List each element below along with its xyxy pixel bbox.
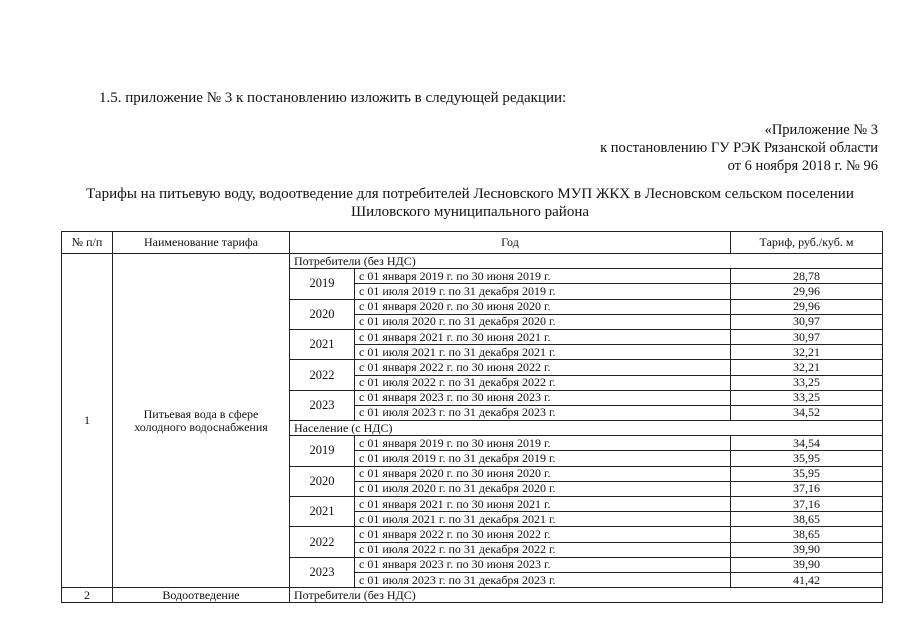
tariff-value-cell: 34,52 xyxy=(731,405,883,420)
period-cell: с 01 января 2022 г. по 30 июня 2022 г. xyxy=(355,527,731,542)
row-number: 2 xyxy=(62,588,113,603)
tariff-value-cell: 35,95 xyxy=(731,451,883,466)
tariff-value-cell: 29,96 xyxy=(731,284,883,299)
consumer-group-label: Население (с НДС) xyxy=(290,421,883,436)
period-cell: с 01 января 2020 г. по 30 июня 2020 г. xyxy=(355,466,731,481)
period-cell: с 01 января 2019 г. по 30 июня 2019 г. xyxy=(355,436,731,451)
tariff-value-cell: 33,25 xyxy=(731,390,883,405)
header-number: № п/п xyxy=(62,232,113,254)
tariff-value-cell: 38,65 xyxy=(731,527,883,542)
tariff-value-cell: 37,16 xyxy=(731,481,883,496)
intro-paragraph: 1.5. приложение № 3 к постановлению изложить в следующей редакции: xyxy=(99,90,567,106)
group-row xyxy=(62,254,883,269)
appendix-line-3: от 6 ноября 2018 г. № 96 xyxy=(727,158,878,174)
row-number: 1 xyxy=(62,254,113,588)
tariff-value-cell: 37,16 xyxy=(731,497,883,512)
period-cell: с 01 июля 2022 г. по 31 декабря 2022 г. xyxy=(355,542,731,557)
period-cell: с 01 июля 2021 г. по 31 декабря 2021 г. xyxy=(355,345,731,360)
tariff-value-cell: 38,65 xyxy=(731,512,883,527)
title-line-2: Шиловского муниципального района xyxy=(350,204,590,220)
period-cell: с 01 января 2019 г. по 30 июня 2019 г. xyxy=(355,269,731,284)
tariff-value-cell: 32,21 xyxy=(731,360,883,375)
period-cell: с 01 января 2023 г. по 30 июня 2023 г. xyxy=(355,557,731,572)
consumer-group-label: Потребители (без НДС) xyxy=(290,588,883,603)
year-cell: 2020 xyxy=(290,466,355,496)
tariff-value-cell: 39,90 xyxy=(731,557,883,572)
period-cell: с 01 июля 2023 г. по 31 декабря 2023 г. xyxy=(355,572,731,587)
tariff-value-cell: 39,90 xyxy=(731,542,883,557)
period-cell: с 01 июля 2020 г. по 31 декабря 2020 г. xyxy=(355,481,731,496)
tariff-table-body xyxy=(62,254,883,603)
header-tariff-name: Наименование тарифа xyxy=(113,232,290,254)
period-cell: с 01 января 2021 г. по 30 июня 2021 г. xyxy=(355,497,731,512)
tariff-value-cell: 33,25 xyxy=(731,375,883,390)
tariff-value-cell: 34,54 xyxy=(731,436,883,451)
group-row xyxy=(62,588,883,603)
year-cell: 2022 xyxy=(290,360,355,390)
appendix-reference xyxy=(600,121,878,175)
year-cell: 2019 xyxy=(290,436,355,466)
consumer-group-label: Потребители (без НДС) xyxy=(290,254,883,269)
tariff-table xyxy=(61,231,883,603)
period-cell: с 01 июля 2019 г. по 31 декабря 2019 г. xyxy=(355,284,731,299)
year-cell: 2019 xyxy=(290,269,355,299)
tariff-value-cell: 32,21 xyxy=(731,345,883,360)
tariff-value-cell: 29,96 xyxy=(731,299,883,314)
appendix-line-2: к постановлению ГУ РЭК Рязанской области xyxy=(600,140,878,156)
tariff-name: Водоотведение xyxy=(113,588,290,603)
period-cell: с 01 июля 2023 г. по 31 декабря 2023 г. xyxy=(355,405,731,420)
period-cell: с 01 января 2022 г. по 30 июня 2022 г. xyxy=(355,360,731,375)
period-cell: с 01 июля 2021 г. по 31 декабря 2021 г. xyxy=(355,512,731,527)
period-cell: с 01 июля 2022 г. по 31 декабря 2022 г. xyxy=(355,375,731,390)
appendix-line-1: «Приложение № 3 xyxy=(764,122,878,138)
period-cell: с 01 января 2023 г. по 30 июня 2023 г. xyxy=(355,390,731,405)
year-cell: 2023 xyxy=(290,390,355,420)
header-year: Год xyxy=(290,232,731,254)
year-cell: 2021 xyxy=(290,329,355,359)
tariff-value-cell: 30,97 xyxy=(731,329,883,344)
tariff-value-cell: 28,78 xyxy=(731,269,883,284)
period-cell: с 01 июля 2019 г. по 31 декабря 2019 г. xyxy=(355,451,731,466)
table-header-row xyxy=(62,232,883,254)
period-cell: с 01 января 2020 г. по 30 июня 2020 г. xyxy=(355,299,731,314)
tariff-value-cell: 41,42 xyxy=(731,572,883,587)
year-cell: 2021 xyxy=(290,497,355,527)
tariff-name: Питьевая вода в сфере холодного водоснабжения xyxy=(113,254,290,588)
year-cell: 2023 xyxy=(290,557,355,587)
period-cell: с 01 июля 2020 г. по 31 декабря 2020 г. xyxy=(355,314,731,329)
year-cell: 2022 xyxy=(290,527,355,557)
document-title xyxy=(60,185,880,221)
title-line-1: Тарифы на питьевую воду, водоотведение для потребителей Лесновского МУП ЖКХ в Лесновском сельском поселении xyxy=(86,186,854,202)
tariff-value-cell: 30,97 xyxy=(731,314,883,329)
period-cell: с 01 января 2021 г. по 30 июня 2021 г. xyxy=(355,329,731,344)
tariff-value-cell: 35,95 xyxy=(731,466,883,481)
header-tariff-value: Тариф, руб./куб. м xyxy=(731,232,883,254)
year-cell: 2020 xyxy=(290,299,355,329)
